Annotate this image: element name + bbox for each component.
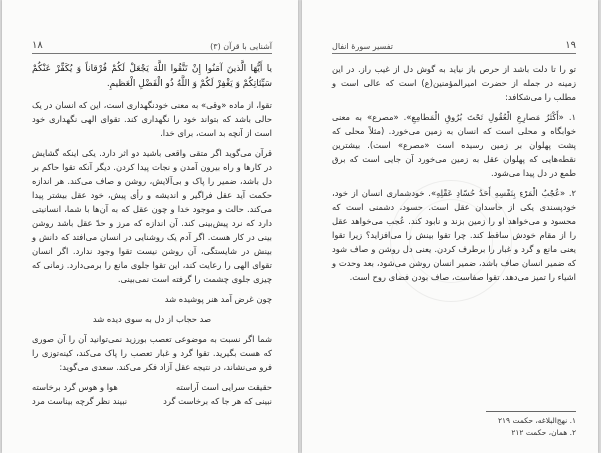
left-running-head [32,40,272,54]
paragraph: شما اگر نسبت به موضوعی تعصب بورزید نمی‌توانید آن را آن صوری که هست بگیرید. تقوا گرد و غبار تعصب را پاک می‌کند، کینه‌توزی را فرو می‌نشاند، در نتیجه عقل آزاد فکر می‌کند. سعدی می‌گوید: [32,334,272,372]
quran-verse: یا أَیُّهَا الَّذینَ آمَنُوا إِنْ تَتَّقُوا اللَّهَ یَجْعَلْ لَکُمْ فُرْقاناً وَ یُکَفِّرْ عَنْکُمْ سَیِّئاتِکُمْ وَ یَغْفِرْ لَکُمْ وَ اللَّهُ ذُو الْفَضْلِ الْعَظیمِ. [32,64,272,89]
footnote: ۱. نهج‌البلاغه، حکمت ۲۱۹ [498,416,576,425]
poem-couplet [32,394,272,408]
left-page [2,0,298,453]
paragraph: قرآن می‌گوید اگر متقی واقعی باشید دو اثر دارد. یکی اینکه گشایش در کارها و راه بیرون آمدن و نجات پیدا کردن. دیگر آنکه تقوا حاکم بر دل باشد، ضمیر را پاک و بی‌آلایش، روشن و صاف می‌کند. هر اندازه حکمت آید عقل فراگیر و اندیشه و رأی پیش، خود عقل بیشتر پیدا می‌کند. حالت و موجود خدا و چون عقل که به آن‌ها با شما، انسانیتی دارد که نرد پیش‌بینی کند. آن اندازه که مرز و حدّ عقل باشد روشن بینی در کار هست. اگر آدم یک روشنایی در انسان می‌افتد که دانش و بینش در شایستگی، آن روشن نیست تقوا وجود ندارد. اگر انسان تقوای الهی را رعایت کند، این تقوا جلوی مانع را برمی‌دارد. زمانی که چیزی جلوی چشمت را گرفته است نمی‌بینی. [32,148,272,284]
left-running-title: آشنایی با قرآن (۳) [210,42,272,51]
footnote: ۲. همان، حکمت ۲۱۲ [511,428,576,437]
left-page-number: ۱۸ [32,40,43,51]
left-page-body [32,62,272,408]
numbered-item: ۲. «عُجْبُ الْمَرْءِ بِنَفْسِهِ أَحَدُ حُسّادِ عَقْلِهِ». خودشماری انسان از خود، خودپسندی یکی از حاسدان عقل است. حسود، دشمنی است که محسود و می‌خواهد او را زمین بزند و نابود کند. عُجب می‌خواهد عقل را از مقام خودش ساقط کند. چرا تقوا بینش را می‌افزاید؟ زیرا تقوا یعنی مانع و گرد و غبار را برطرف کردن. یعنی دل روشن و صاف شود که ضمیر انسان صاف باشد، ضمیر انسان روشن می‌شود، بعد وحدت و اشیاء را تمیز می‌دهد. تقوا صفاست، صاف بودن فضای روح است. [332,188,576,282]
hemistich: هوا و هوس گرد برخاسته [32,382,118,392]
poem-intro: چون غرض آمد هنر پوشیده شد [164,294,272,304]
hemistich: نبیند نظر گرچه بیناست مرد [32,396,128,406]
right-running-head [332,40,576,54]
right-page-number: ۱۹ [565,40,576,51]
paragraph: تو را تا دلت باشد از حرص باز نیاید به گوش دل از غیب راز. در این زمینه در جمله از حضرت امیرالمؤمنین(ع) است که عالی است و مطلب را می‌شکافد: [332,64,576,102]
footnotes [332,411,576,439]
hemistich: نبینی که هر جا که برخاست گرد [163,396,272,406]
numbered-item: ۱. «أَکْثَرُ مَصارِعِ الْعُقُولِ تَحْتَ بُرُوقِ الْمَطامِعِ». «مصرع» به معنی خوابگاه و محلی است که انسان به زمین می‌خورد. (مثلاً محلی که پشت پهلوان بر زمین رسیده است «مصرع» است). بیشترین نقطه‌هایی که پهلوان عقل به زمین می‌خورد آن جایی است که برق طمع در دل پیدا می‌شود. [332,112,576,178]
right-page-body [332,62,576,290]
poem-couplet [32,380,272,394]
right-page [302,0,598,453]
footnote-rule [486,411,576,412]
poem-line: صد حجاب از دل به سوی دیده شد [92,314,212,324]
paragraph: تقوا، از ماده «وقی» به معنی خودنگهداری است، این که انسان در یک حالی باشد که بتواند خود را نگهداری کند. تقوای الهی نگهداری خود است از آنچه بد است، برای خدا. [32,100,272,138]
right-running-title: تفسیر سورهٔ انفال [332,42,393,51]
hemistich: حقیقت سرایی است آراسته [176,382,272,392]
